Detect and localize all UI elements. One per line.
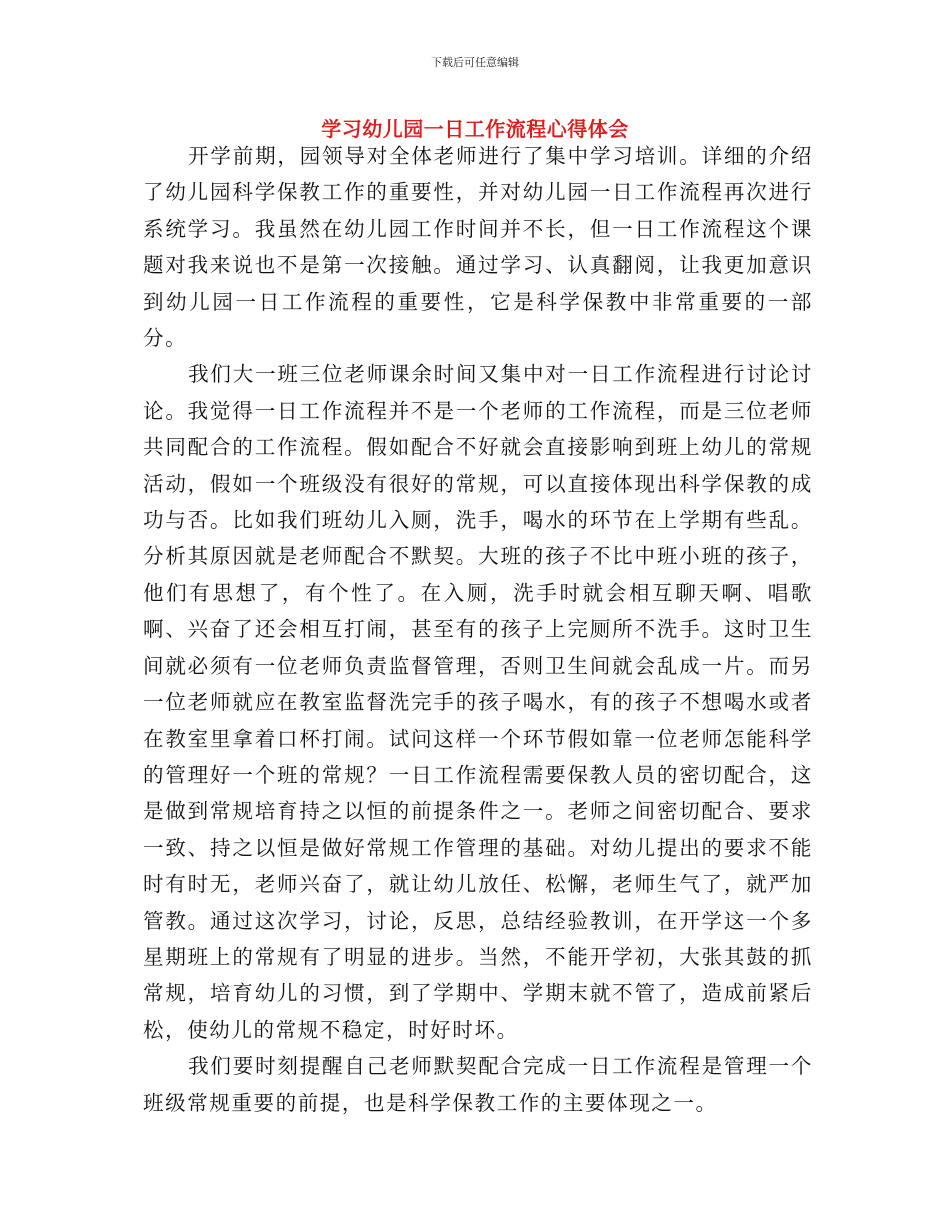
paragraph-2: 我们大一班三位老师课余时间又集中对一日工作流程进行讨论讨论。我觉得一日工作流程并不是一个老师的工作流程，而是三位老师共同配合的工作流程。假如配合不好就会直接影响到班上幼儿的常规活动，假如一个班级没有很好的常规，可以直接体现出科学保教的成功与否。比如我们班幼儿入厕，洗手，喝水的环节在上学期有些乱。分析其原因就是老师配合不默契。大班的孩子不比中班小班的孩子，他们有思想了，有个性了。在入厕，洗手时就会相互聊天啊、唱歌啊、兴奋了还会相互打闹，甚至有的孩子上完厕所不洗手。这时卫生间就必须有一位老师负责监督管理，否则卫生间就会乱成一片。而另一位老师就应在教室监督洗完手的孩子喝水，有的孩子不想喝水或者在教室里拿着口杯打闹。试问这样一个环节假如靠一位老师怎能科学的管理好一个班的常规？一日工作流程需要保教人员的密切配合，这是做到常规培育持之以恒的前提条件之一。老师之间密切配合、要求一致、持之以恒是做好常规工作管理的基础。对幼儿提出的要求不能时有时无，老师兴奋了，就让幼儿放任、松懈，老师生气了，就严加管教。通过这次学习，讨论，反思，总结经验教训，在开学这一个多星期班上的常规有了明显的进步。当然，不能开学初，大张其鼓的抓常规，培育幼儿的习惯，到了学期中、学期末就不管了，造成前紧后松，使幼儿的常规不稳定，时好时坏。 xyxy=(143,362,813,1042)
document-body xyxy=(143,138,813,1121)
document-title: 学习幼儿园一日工作流程心得体会 xyxy=(321,117,629,141)
header-note: 下载后可任意编辑 xyxy=(431,56,519,69)
paragraph-1: 开学前期，园领导对全体老师进行了集中学习培训。详细的介绍了幼儿园科学保教工作的重要性，并对幼儿园一日工作流程再次进行系统学习。我虽然在幼儿园工作时间并不长，但一日工作流程这个课题对我来说也不是第一次接触。通过学习、认真翻阅，让我更加意识到幼儿园一日工作流程的重要性，它是科学保教中非常重要的一部分。 xyxy=(143,144,813,351)
paragraph-3: 我们要时刻提醒自己老师默契配合完成一日工作流程是管理一个班级常规重要的前提，也是科学保教工作的主要体现之一。 xyxy=(143,1054,813,1115)
